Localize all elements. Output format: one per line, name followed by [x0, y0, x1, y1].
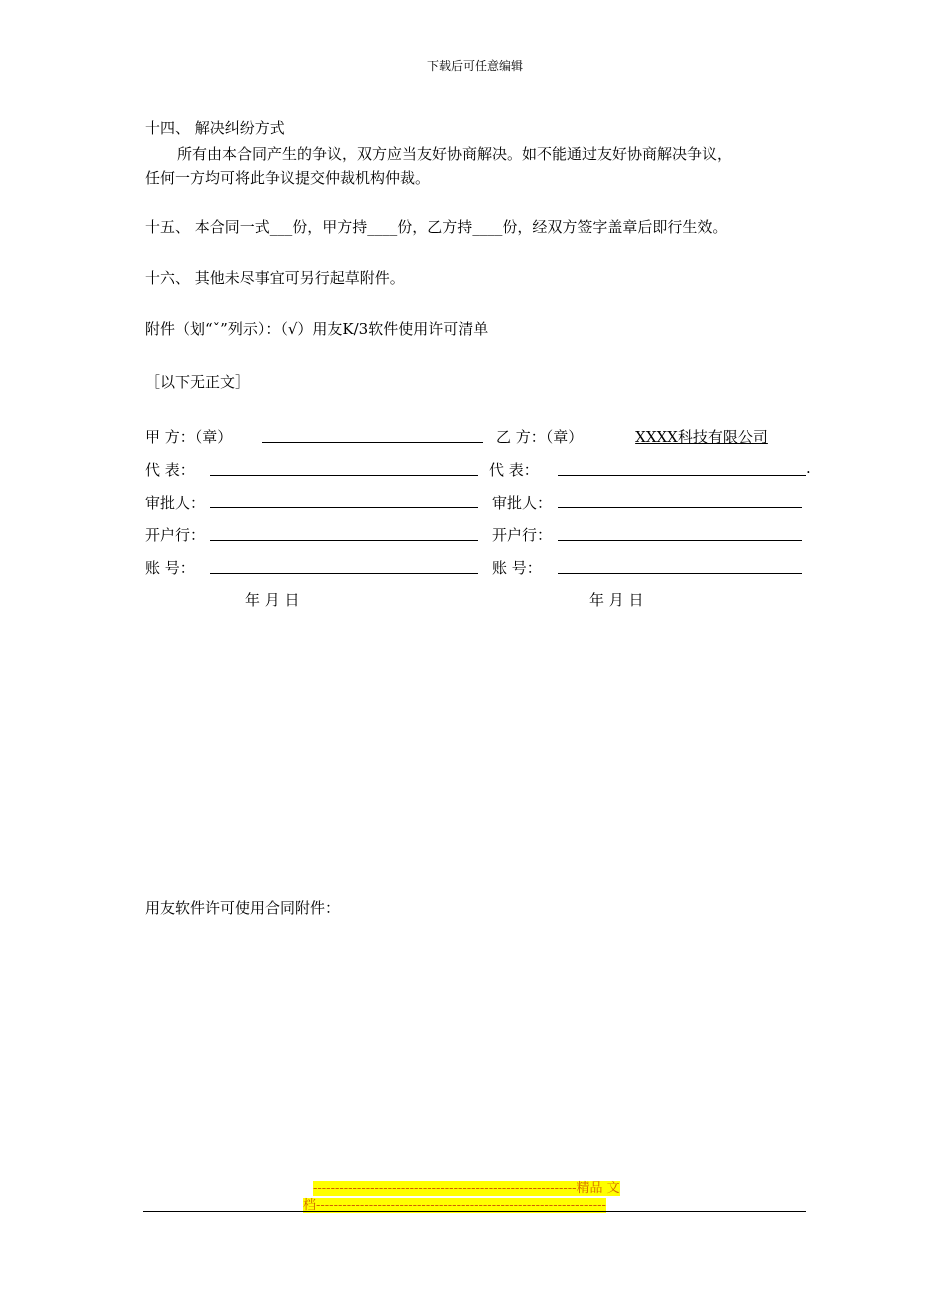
party-a-account-label: 账 号： [145, 559, 195, 577]
attachment-note: 附件（划“ˇ”列示）：（√）用友K/3软件使用许可清单 [145, 320, 489, 338]
copies-party-b-blank: ____ [472, 218, 503, 236]
party-a-signature-line [262, 442, 483, 443]
party-a-rep-label: 代 表： [145, 461, 195, 479]
party-b-company: XXXX科技有限公司 [635, 428, 768, 446]
section-14-text-line2: 任何一方均可将此争议提交仲裁机构仲裁。 [145, 169, 431, 187]
party-a-approver-line [210, 507, 478, 508]
party-b-approver-label: 审批人： [492, 494, 553, 512]
section-15-mid2: 份，乙方持 [397, 218, 473, 236]
party-b-date: 年 月 日 [589, 591, 644, 609]
party-b-bank-label: 开户行： [492, 526, 553, 544]
section-15-mid1: 份，甲方持 [292, 218, 368, 236]
party-a-date: 年 月 日 [245, 591, 300, 609]
section-15-prefix: 十五、 本合同一式 [145, 218, 270, 236]
party-a-account-line [210, 573, 478, 574]
party-b-rep-dot: . [806, 459, 811, 477]
section-15-suffix: 份，经双方签字盖章后即行生效。 [502, 218, 728, 236]
section-14-text-line1: 所有由本合同产生的争议，双方应当友好协商解决。如不能通过友好协商解决争议， [177, 145, 733, 163]
section-14-title: 十四、 解决纠纷方式 [145, 119, 285, 137]
page-header: 下载后可任意编辑 [426, 59, 523, 73]
party-b-rep-line [558, 475, 806, 476]
party-a-bank-line [210, 540, 478, 541]
party-b-account-label: 账 号： [492, 559, 542, 577]
party-b-label: 乙 方：（章） [496, 428, 584, 446]
copies-party-a-blank: ____ [367, 218, 398, 236]
party-b-bank-line [558, 540, 802, 541]
end-note: ［以下无正文］ [145, 373, 251, 391]
party-a-approver-label: 审批人： [145, 494, 206, 512]
party-b-rep-label: 代 表： [489, 461, 539, 479]
footer-divider [143, 1211, 806, 1212]
party-a-rep-line [210, 475, 478, 476]
section-16: 十六、 其他未尽事宜可另行起草附件。 [145, 269, 405, 287]
section-15 [145, 216, 727, 237]
footer-mark-text2: 档------------------------------------------------------------------ [303, 1198, 606, 1213]
appendix-title: 用友软件许可使用合同附件： [145, 899, 341, 917]
copies-total-blank: ___ [269, 218, 293, 236]
party-a-bank-label: 开户行： [145, 526, 206, 544]
party-b-account-line [558, 573, 802, 574]
footer-mark-text1: ------------------------------------------------------------精品 文 [313, 1181, 620, 1196]
party-a-label: 甲 方：（章） [145, 428, 233, 446]
party-b-approver-line [558, 507, 802, 508]
